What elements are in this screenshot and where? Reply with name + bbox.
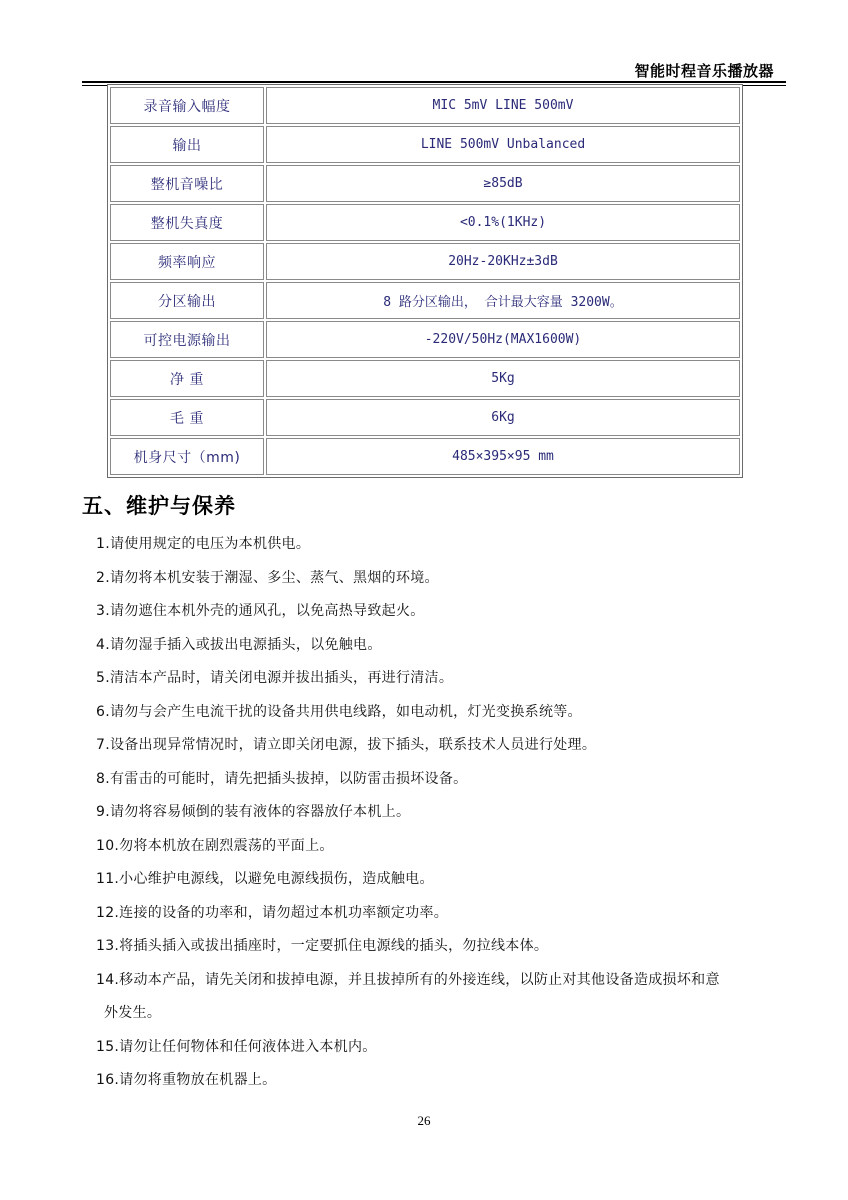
table-row bbox=[110, 243, 740, 280]
list-item-text: 3.请勿遮住本机外壳的通风孔，以免高热导致起火。 bbox=[96, 603, 425, 619]
list-item-text: 5.清洁本产品时，请关闭电源并拔出插头，再进行清洁。 bbox=[96, 670, 454, 686]
table-row bbox=[110, 282, 740, 319]
table-row bbox=[110, 165, 740, 202]
table-row bbox=[110, 87, 740, 124]
list-item bbox=[96, 964, 796, 1031]
list-item-text: 11.小心维护电源线，以避免电源线损伤，造成触电。 bbox=[96, 871, 434, 887]
list-item bbox=[96, 1064, 796, 1098]
list-item-text: 8.有雷击的可能时，请先把插头拔掉，以防雷击损坏设备。 bbox=[96, 770, 468, 787]
list-item bbox=[96, 863, 796, 897]
spec-label: 整机失真度 bbox=[110, 204, 264, 241]
list-item bbox=[96, 729, 796, 763]
list-item bbox=[96, 830, 796, 864]
spec-label: 整机音噪比 bbox=[110, 165, 264, 202]
list-item bbox=[96, 528, 796, 562]
header-rule bbox=[82, 81, 786, 83]
spec-value: <0.1%(1KHz) bbox=[266, 204, 740, 241]
list-item-text: 10.勿将本机放在剧烈震荡的平面上。 bbox=[96, 837, 334, 854]
table-row bbox=[110, 321, 740, 358]
table-row bbox=[110, 204, 740, 241]
list-item bbox=[96, 930, 796, 964]
list-item-text: 6.请勿与会产生电流干扰的设备共用供电线路，如电动机，灯光变换系统等。 bbox=[96, 703, 582, 720]
list-item-text: 4.请勿湿手插入或拔出电源插头，以免触电。 bbox=[96, 636, 382, 653]
list-item-text: 13.将插头插入或拔出插座时，一定要抓住电源线的插头，勿拉线本体。 bbox=[96, 938, 549, 954]
table-row bbox=[110, 126, 740, 163]
document-header-title: 智能时程音乐播放器 bbox=[634, 62, 774, 80]
list-item-text: 7.设备出现异常情况时，请立即关闭电源，拔下插头，联系技术人员进行处理。 bbox=[96, 737, 597, 753]
spec-value: 6Kg bbox=[266, 399, 740, 436]
spec-value: MIC 5mV LINE 500mV bbox=[266, 87, 740, 124]
spec-label: 分区输出 bbox=[110, 282, 264, 319]
spec-label: 毛 重 bbox=[110, 399, 264, 436]
list-item-text: 9.请勿将容易倾倒的装有液体的容器放仔本机上。 bbox=[96, 804, 411, 820]
list-item-text: 12.连接的设备的功率和，请勿超过本机功率额定功率。 bbox=[96, 904, 449, 921]
spec-table bbox=[107, 84, 743, 478]
list-item bbox=[96, 629, 796, 663]
list-item bbox=[96, 696, 796, 730]
spec-label: 机身尺寸（mm) bbox=[110, 438, 264, 475]
spec-value: 20Hz-20KHz±3dB bbox=[266, 243, 740, 280]
section-title: 五、维护与保养 bbox=[82, 494, 236, 518]
spec-label: 净 重 bbox=[110, 360, 264, 397]
spec-value: 485×395×95 mm bbox=[266, 438, 740, 475]
list-item-text: 15.请勿让任何物体和任何液体进入本机内。 bbox=[96, 1038, 377, 1055]
list-item bbox=[96, 662, 796, 696]
spec-label: 输出 bbox=[110, 126, 264, 163]
spec-label: 可控电源输出 bbox=[110, 321, 264, 358]
table-row bbox=[110, 360, 740, 397]
spec-value: -220V/50Hz(MAX1600W) bbox=[266, 321, 740, 358]
list-item bbox=[96, 897, 796, 931]
list-item bbox=[96, 562, 796, 596]
spec-value: LINE 500mV Unbalanced bbox=[266, 126, 740, 163]
table-row bbox=[110, 399, 740, 436]
maintenance-list bbox=[96, 528, 796, 1098]
list-item-text: 1.请使用规定的电压为本机供电。 bbox=[96, 536, 311, 552]
list-item bbox=[96, 763, 796, 797]
list-item bbox=[96, 1031, 796, 1065]
spec-value: 8 路分区输出， 合计最大容量 3200W。 bbox=[266, 282, 740, 319]
page-number: 26 bbox=[417, 1113, 431, 1128]
list-item-continuation: 外发生。 bbox=[104, 1005, 162, 1021]
spec-value: ≥85dB bbox=[266, 165, 740, 202]
table-row bbox=[110, 438, 740, 475]
list-item-text: 2.请勿将本机安装于潮湿、多尘、蒸气、黑烟的环境。 bbox=[96, 569, 439, 586]
list-item-text: 16.请勿将重物放在机器上。 bbox=[96, 1072, 277, 1088]
list-item bbox=[96, 796, 796, 830]
list-item bbox=[96, 595, 796, 629]
spec-label: 频率响应 bbox=[110, 243, 264, 280]
spec-label: 录音输入幅度 bbox=[110, 87, 264, 124]
list-item-text: 14.移动本产品，请先关闭和拔掉电源，并且拔掉所有的外接连线，以防止对其他设备造成损坏和意 bbox=[96, 971, 720, 988]
spec-value: 5Kg bbox=[266, 360, 740, 397]
